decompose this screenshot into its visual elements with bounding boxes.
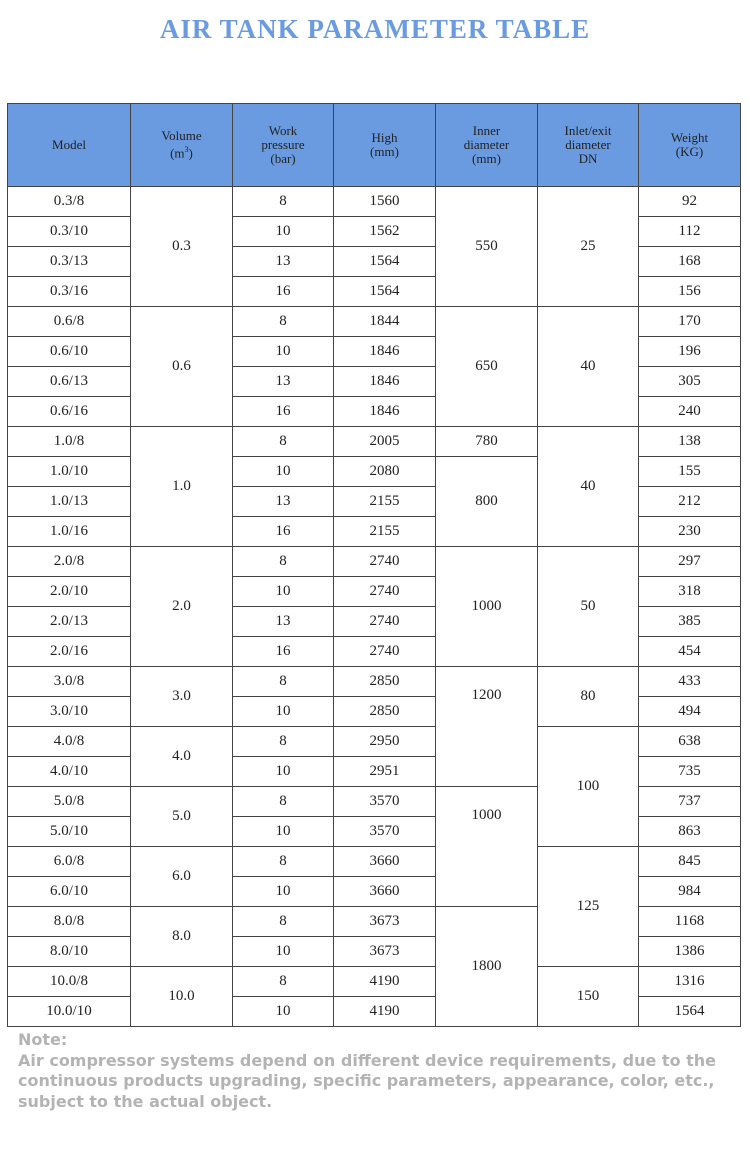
cell-high: 2155: [334, 517, 436, 547]
cell-high: 3570: [334, 787, 436, 817]
cell-model: 8.0/10: [8, 937, 131, 967]
cell-high: 3570: [334, 817, 436, 847]
cell-pressure: 13: [233, 367, 334, 397]
cell-model: 1.0/16: [8, 517, 131, 547]
cell-weight: 737: [639, 787, 741, 817]
cell-pressure: 8: [233, 787, 334, 817]
cell-model: 6.0/8: [8, 847, 131, 877]
cell-pressure: 8: [233, 967, 334, 997]
cell-high: 2155: [334, 487, 436, 517]
cell-model: 5.0/8: [8, 787, 131, 817]
cell-high: 1564: [334, 277, 436, 307]
cell-weight: 1386: [639, 937, 741, 967]
cell-inner-diameter: 1800: [436, 907, 538, 1027]
cell-inner-diameter: 780: [436, 427, 538, 457]
cell-model: 0.3/16: [8, 277, 131, 307]
cell-pressure: 8: [233, 187, 334, 217]
header-volume: [131, 104, 233, 187]
cell-model: 2.0/13: [8, 607, 131, 637]
cell-volume: 2.0: [131, 547, 233, 667]
header-weight: Weight (KG): [639, 104, 741, 187]
cell-model: 0.6/16: [8, 397, 131, 427]
cell-pressure: 10: [233, 217, 334, 247]
header-volume-label: Volume: [161, 128, 202, 144]
cell-weight: 212: [639, 487, 741, 517]
cell-weight: 155: [639, 457, 741, 487]
cell-pressure: 16: [233, 397, 334, 427]
cell-pressure: 10: [233, 337, 334, 367]
cell-pressure: 16: [233, 277, 334, 307]
table-row: [8, 667, 741, 697]
cell-dn: 80: [538, 667, 639, 727]
header-volume-close: ): [188, 145, 193, 161]
cell-pressure: 8: [233, 307, 334, 337]
cell-dn: 25: [538, 187, 639, 307]
cell-high: 4190: [334, 967, 436, 997]
cell-pressure: 13: [233, 487, 334, 517]
cell-weight: 494: [639, 697, 741, 727]
table-row: [8, 427, 741, 457]
table-row: [8, 547, 741, 577]
cell-inner-diameter: 550: [436, 187, 538, 307]
cell-high: 1846: [334, 337, 436, 367]
cell-pressure: 8: [233, 427, 334, 457]
cell-model: 2.0/10: [8, 577, 131, 607]
cell-pressure: 10: [233, 697, 334, 727]
cell-weight: 638: [639, 727, 741, 757]
cell-model: 3.0/8: [8, 667, 131, 697]
cell-pressure: 8: [233, 907, 334, 937]
cell-model: 1.0/8: [8, 427, 131, 457]
cell-high: 2080: [334, 457, 436, 487]
cell-dn: 125: [538, 847, 639, 967]
cell-weight: 984: [639, 877, 741, 907]
cell-weight: 318: [639, 577, 741, 607]
cell-high: 1564: [334, 247, 436, 277]
cell-weight: 1168: [639, 907, 741, 937]
cell-high: 3660: [334, 847, 436, 877]
cell-volume: 0.3: [131, 187, 233, 307]
cell-high: 2850: [334, 667, 436, 697]
cell-volume: 1.0: [131, 427, 233, 547]
table-row: [8, 727, 741, 757]
cell-high: 2740: [334, 547, 436, 577]
cell-high: 2005: [334, 427, 436, 457]
cell-model: 2.0/16: [8, 637, 131, 667]
cell-pressure: 10: [233, 757, 334, 787]
cell-model: 0.6/10: [8, 337, 131, 367]
cell-inner-diameter: 1000: [436, 547, 538, 667]
table-row: [8, 967, 741, 997]
header-row: [8, 104, 741, 187]
cell-volume: 10.0: [131, 967, 233, 1027]
cell-model: 0.3/13: [8, 247, 131, 277]
cell-weight: 1316: [639, 967, 741, 997]
cell-weight: 385: [639, 607, 741, 637]
cell-dn: 150: [538, 967, 639, 1027]
cell-model: 10.0/8: [8, 967, 131, 997]
cell-pressure: 10: [233, 937, 334, 967]
cell-pressure: 10: [233, 457, 334, 487]
cell-pressure: 8: [233, 847, 334, 877]
cell-weight: 305: [639, 367, 741, 397]
cell-high: 2740: [334, 637, 436, 667]
cell-dn: 40: [538, 307, 639, 427]
note-block: [18, 1030, 738, 1112]
cell-volume: 0.6: [131, 307, 233, 427]
cell-weight: 196: [639, 337, 741, 367]
parameter-table: [7, 103, 741, 1027]
header-inlet-exit: Inlet/exit diameter DN: [538, 104, 639, 187]
cell-model: 8.0/8: [8, 907, 131, 937]
cell-pressure: 10: [233, 577, 334, 607]
cell-pressure: 10: [233, 877, 334, 907]
table-row: [8, 187, 741, 217]
cell-dn: 40: [538, 427, 639, 547]
cell-high: 4190: [334, 997, 436, 1027]
cell-high: 1846: [334, 397, 436, 427]
header-high: High (mm): [334, 104, 436, 187]
table-row: [8, 847, 741, 877]
cell-dn: 50: [538, 547, 639, 667]
cell-model: 5.0/10: [8, 817, 131, 847]
cell-high: 2951: [334, 757, 436, 787]
cell-inner-diameter: 650: [436, 307, 538, 427]
cell-model: 0.3/8: [8, 187, 131, 217]
table-row: [8, 307, 741, 337]
cell-model: 4.0/8: [8, 727, 131, 757]
cell-pressure: 13: [233, 607, 334, 637]
header-model: Model: [8, 104, 131, 187]
cell-high: 2950: [334, 727, 436, 757]
cell-volume: 8.0: [131, 907, 233, 967]
cell-weight: 845: [639, 847, 741, 877]
cell-weight: 112: [639, 217, 741, 247]
cell-weight: 156: [639, 277, 741, 307]
page-title: AIR TANK PARAMETER TABLE: [159, 14, 591, 44]
cell-volume: 6.0: [131, 847, 233, 907]
cell-model: 0.3/10: [8, 217, 131, 247]
cell-model: 2.0/8: [8, 547, 131, 577]
header-volume-sup: 3: [184, 145, 189, 155]
cell-volume: 4.0: [131, 727, 233, 787]
cell-high: 3673: [334, 937, 436, 967]
cell-pressure: 10: [233, 817, 334, 847]
cell-weight: 230: [639, 517, 741, 547]
cell-model: 4.0/10: [8, 757, 131, 787]
cell-volume: 3.0: [131, 667, 233, 727]
cell-pressure: 8: [233, 667, 334, 697]
cell-model: 0.6/13: [8, 367, 131, 397]
cell-model: 1.0/13: [8, 487, 131, 517]
cell-pressure: 8: [233, 547, 334, 577]
cell-high: 1844: [334, 307, 436, 337]
cell-weight: 1564: [639, 997, 741, 1027]
cell-inner-diameter: 1000: [436, 787, 538, 907]
cell-pressure: 10: [233, 997, 334, 1027]
cell-pressure: 8: [233, 727, 334, 757]
cell-high: 2740: [334, 607, 436, 637]
cell-weight: 170: [639, 307, 741, 337]
cell-weight: 863: [639, 817, 741, 847]
cell-pressure: 16: [233, 517, 334, 547]
header-volume-unit: (m: [170, 145, 185, 161]
cell-model: 1.0/10: [8, 457, 131, 487]
cell-volume: 5.0: [131, 787, 233, 847]
cell-model: 10.0/10: [8, 997, 131, 1027]
cell-weight: 297: [639, 547, 741, 577]
cell-inner-diameter: 1200: [436, 667, 538, 787]
cell-model: 6.0/10: [8, 877, 131, 907]
cell-dn: 100: [538, 727, 639, 847]
cell-high: 3673: [334, 907, 436, 937]
note-label: Note:: [18, 1030, 68, 1049]
cell-pressure: 16: [233, 637, 334, 667]
cell-high: 2850: [334, 697, 436, 727]
cell-pressure: 13: [233, 247, 334, 277]
cell-high: 2740: [334, 577, 436, 607]
header-work-pressure: Work pressure (bar): [233, 104, 334, 187]
cell-high: 1846: [334, 367, 436, 397]
cell-weight: 454: [639, 637, 741, 667]
cell-weight: 240: [639, 397, 741, 427]
cell-weight: 433: [639, 667, 741, 697]
cell-weight: 735: [639, 757, 741, 787]
header-inner-diameter: Inner diameter (mm): [436, 104, 538, 187]
cell-high: 1562: [334, 217, 436, 247]
cell-weight: 168: [639, 247, 741, 277]
cell-high: 3660: [334, 877, 436, 907]
cell-weight: 92: [639, 187, 741, 217]
cell-model: 3.0/10: [8, 697, 131, 727]
cell-high: 1560: [334, 187, 436, 217]
cell-inner-diameter: 800: [436, 457, 538, 547]
cell-model: 0.6/8: [8, 307, 131, 337]
note-text: Air compressor systems depend on different device requirements, due to the continuous products upgrading, specific parameters, appearance, color, etc., subject to the actual object.: [18, 1050, 717, 1111]
cell-weight: 138: [639, 427, 741, 457]
